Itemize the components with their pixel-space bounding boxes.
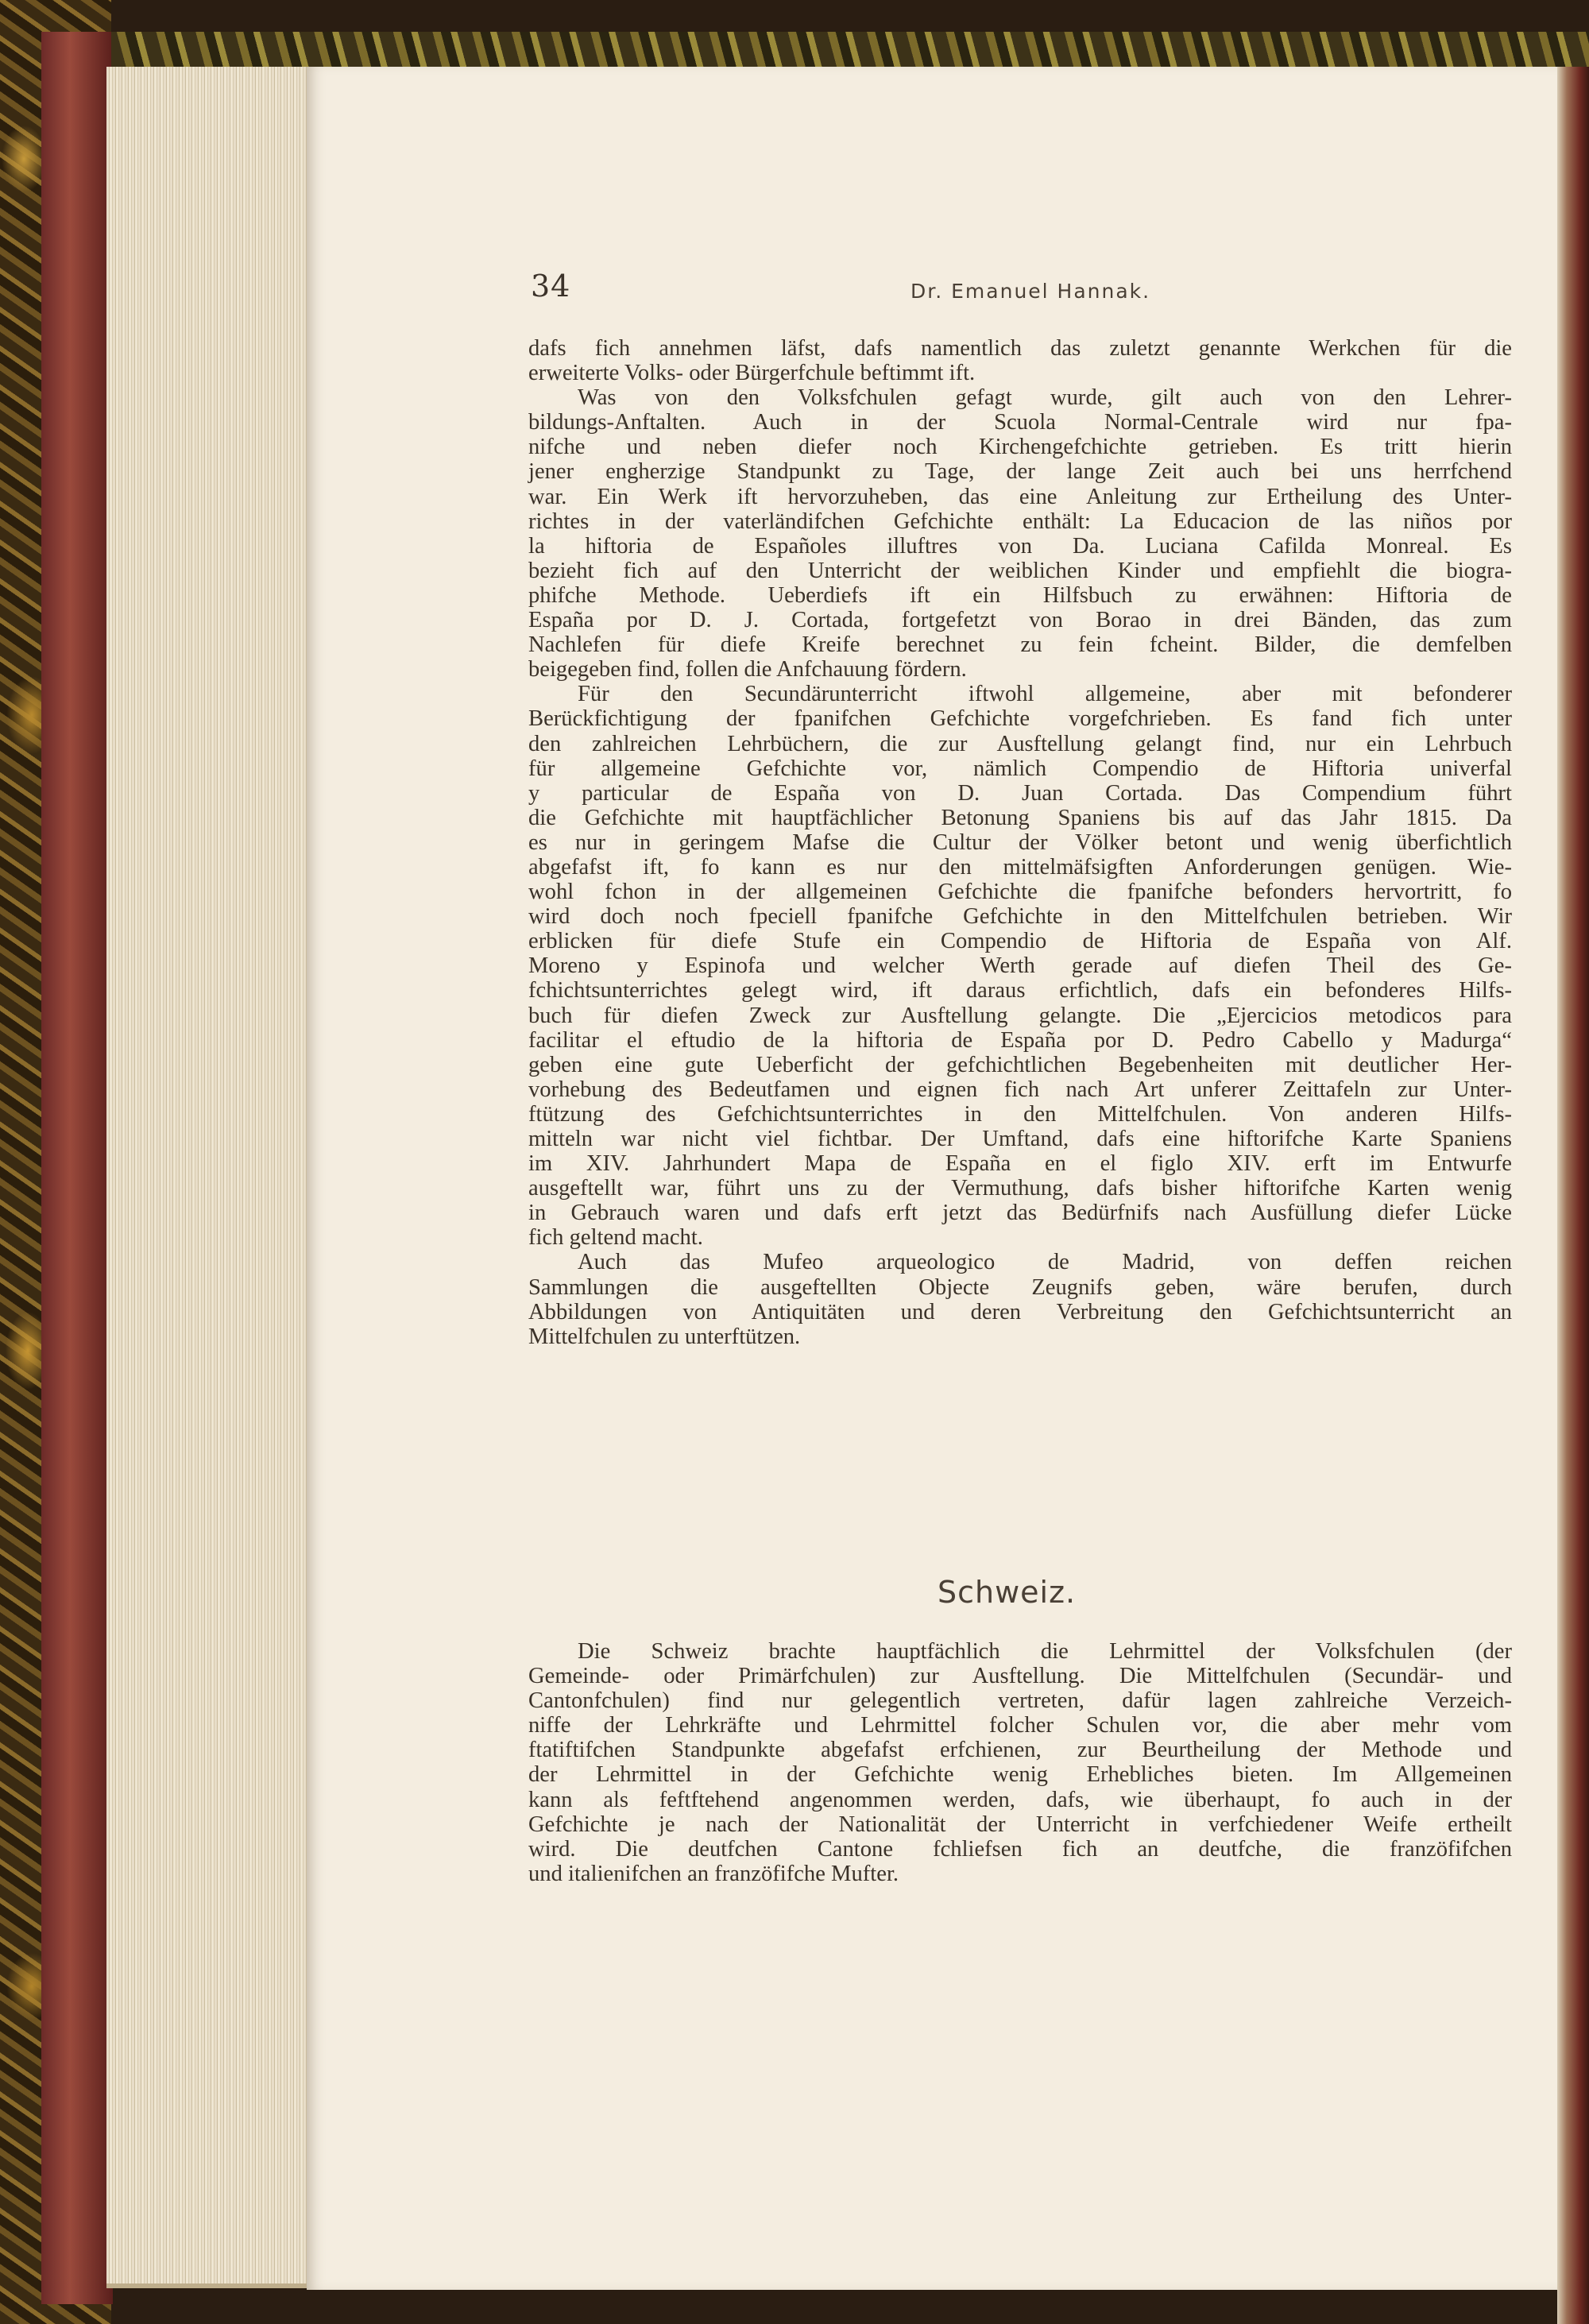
text-line: Was von den Volksfchulen gefagt wurde, gilt auch von den Lehrer- [578, 385, 1512, 411]
running-head: Dr. Emanuel Hannak. [910, 280, 1151, 303]
text-line: die Gefchichte mit hauptfächlicher Betonung Spaniens bis auf das Jahr 1815. Da [528, 805, 1512, 830]
text-line: Die Schweiz brachte hauptfächlich die Lehrmittel der Volksfchulen (der [578, 1639, 1512, 1664]
text-line: für allgemeine Gefchichte vor, nämlich Compendio de Hiftoria univerfal [528, 756, 1512, 781]
text-line: fich geltend macht. [528, 1225, 703, 1251]
text-line: ftützung des Gefchichtsunterrichtes in den Mittelfchulen. Von anderen Hilfs- [528, 1101, 1512, 1127]
text-line: bildungs-Anftalten. Auch in der Scuola Normal-Centrale wird nur fpa- [528, 410, 1512, 435]
text-line: den zahlreichen Lehrbüchern, die zur Ausftellung gelangt find, nur ein Lehrbuch [528, 731, 1512, 756]
text-line: war. Ein Werk ift hervorzuheben, das eine Anleitung zur Ertheilung des Unter- [528, 484, 1512, 509]
text-line: erweiterte Volks- oder Bürgerfchule beftimmt ift. [528, 361, 976, 386]
page-header [531, 269, 1198, 316]
page-stack-edges [106, 67, 307, 2288]
text-line: la hiftoria de Españoles illuftres von Da. Luciana Cafilda Monreal. Es [528, 533, 1512, 559]
text-line: vorhebung des Bedeutfamen und eignen fich nach Art unferer Zeittafeln zur Unter- [528, 1077, 1512, 1102]
text-line: richtes in der vaterländifchen Gefchichte enthält: La Educacion de las niños por [528, 508, 1512, 534]
text-line: Cantonfchulen) find nur gelegentlich vertreten, dafür lagen zahlreiche Verzeich- [528, 1688, 1512, 1714]
text-line: España por D. J. Cortada, fortgefetzt von Borao in drei Bänden, das zum [528, 608, 1512, 633]
text-line: in Gebrauch waren und dafs erft jetzt das Bedürfnifs nach Ausfüllung diefer Lücke [528, 1201, 1512, 1226]
text-line: Gefchichte je nach der Nationalität der Unterricht in verfchiedener Weife ertheilt [528, 1812, 1512, 1837]
text-line: ftatiftifchen Standpunkte abgefafst erfchienen, zur Beurtheilung der Methode und [528, 1738, 1512, 1763]
text-line: bezieht fich auf den Unterricht der weiblichen Kinder und empfiehlt die biogra- [528, 558, 1512, 583]
section-body-text [528, 1639, 1512, 1886]
text-line: abgefafst ift, fo kann es nur den mittelmäfsigften Anforderungen genügen. Wie- [528, 854, 1512, 880]
text-line: Abbildungen von Antiquitäten und deren Verbreitung den Gefchichtsunterricht an [528, 1299, 1512, 1324]
text-line: wird doch noch fpeciell fpanifche Gefchichte in den Mittelfchulen betrieben. Wir [528, 904, 1512, 930]
text-line: Nachlefen für diefe Kreife berechnet zu fein fcheint. Bilder, die demfelben [528, 632, 1512, 658]
text-line: im XIV. Jahrhundert Mapa de España en el figlo XIV. erft im Entwurfe [528, 1151, 1512, 1177]
text-line: Moreno y Espinofa und welcher Werth gerade auf diefen Theil des Ge- [528, 953, 1512, 979]
text-line: ausgeftellt war, führt uns zu der Vermuthung, dafs bisher hiftorifche Karten wenig [528, 1176, 1512, 1201]
section-heading: Schweiz. [938, 1575, 1077, 1610]
text-line: dafs fich annehmen läfst, dafs namentlich das zuletzt genannte Werkchen für die [528, 336, 1512, 361]
text-line: Sammlungen die ausgeftellten Objecte Zeugnifs geben, wäre berufen, durch [528, 1274, 1512, 1300]
text-line: phifche Methode. Ueberdiefs ift ein Hilfsbuch zu erwähnen: Hiftoria de [528, 582, 1512, 608]
text-line: jener engherzige Standpunkt zu Tage, der lange Zeit auch bei uns herrfchend [528, 459, 1512, 485]
text-line: fchichtsunterrichtes gelegt wird, ift daraus erfichtlich, dafs ein befonderes Hilfs- [528, 978, 1512, 1003]
text-line: kann als feftftehend angenommen werden, dafs, wie überhaupt, fo auch in der [528, 1787, 1512, 1812]
book-top-edge [111, 32, 1589, 67]
text-line: wohl fchon in der allgemeinen Gefchichte die fpanifche befonders hervortritt, fo [528, 880, 1512, 905]
text-line: wird. Die deutfchen Cantone fchliefsen fich an deutfche, die franzöfifchen [528, 1836, 1512, 1862]
text-line: geben eine gute Ueberficht der gefchichtlichen Begebenheiten mit deutlicher Her- [528, 1052, 1512, 1077]
text-line: niffe der Lehrkräfte und Lehrmittel folcher Schulen vor, die aber mehr vom [528, 1713, 1512, 1738]
text-line: Mittelfchulen zu unterftützen. [528, 1324, 801, 1349]
text-line: und italienifchen an franzöfifche Mufter. [528, 1861, 899, 1886]
text-line: der Lehrmittel in der Gefchichte wenig Erhebliches bieten. Im Allgemeinen [528, 1762, 1512, 1788]
text-line: es nur in geringem Mafse die Cultur der Völker betont und wenig überfichtlich [528, 829, 1512, 855]
body-text [528, 336, 1512, 1349]
text-line: buch für diefen Zweck zur Ausftellung gelangte. Die „Ejercicios metodicos para [528, 1003, 1512, 1028]
book-cover-edge [41, 32, 113, 2304]
text-line: facilitar el eftudio de la hiftoria de España por D. Pedro Cabello y Madurga“ [528, 1027, 1512, 1053]
text-line: mitteln war nicht viel fichtbar. Der Umftand, dafs eine hiftorifche Karte Spaniens [528, 1127, 1512, 1151]
text-line: Gemeinde- oder Primärfchulen) zur Ausftellung. Die Mittelfchulen (Secundär- und [528, 1664, 1512, 1689]
page-number: 34 [531, 269, 571, 304]
text-line: Berückfichtigung der fpanifchen Gefchichte vorgefchrieben. Es fand fich unter [528, 706, 1512, 732]
text-line: erblicken für diefe Stufe ein Compendio de Hiftoria de España von Alf. [528, 929, 1512, 954]
text-line: y particular de España von D. Juan Cortada. Das Compendium führt [528, 780, 1512, 806]
text-line: Auch das Mufeo arqueologico de Madrid, von deffen reichen [578, 1250, 1512, 1275]
text-line: Für den Secundärunterricht iftwohl allgemeine, aber mit befonderer [578, 682, 1512, 707]
text-line: beigegeben find, follen die Anfchauung fördern. [528, 657, 967, 683]
text-line: nifche und neben diefer noch Kirchengefchichte getrieben. Es tritt hierin [528, 435, 1512, 460]
book-right-edge [1557, 67, 1589, 2324]
